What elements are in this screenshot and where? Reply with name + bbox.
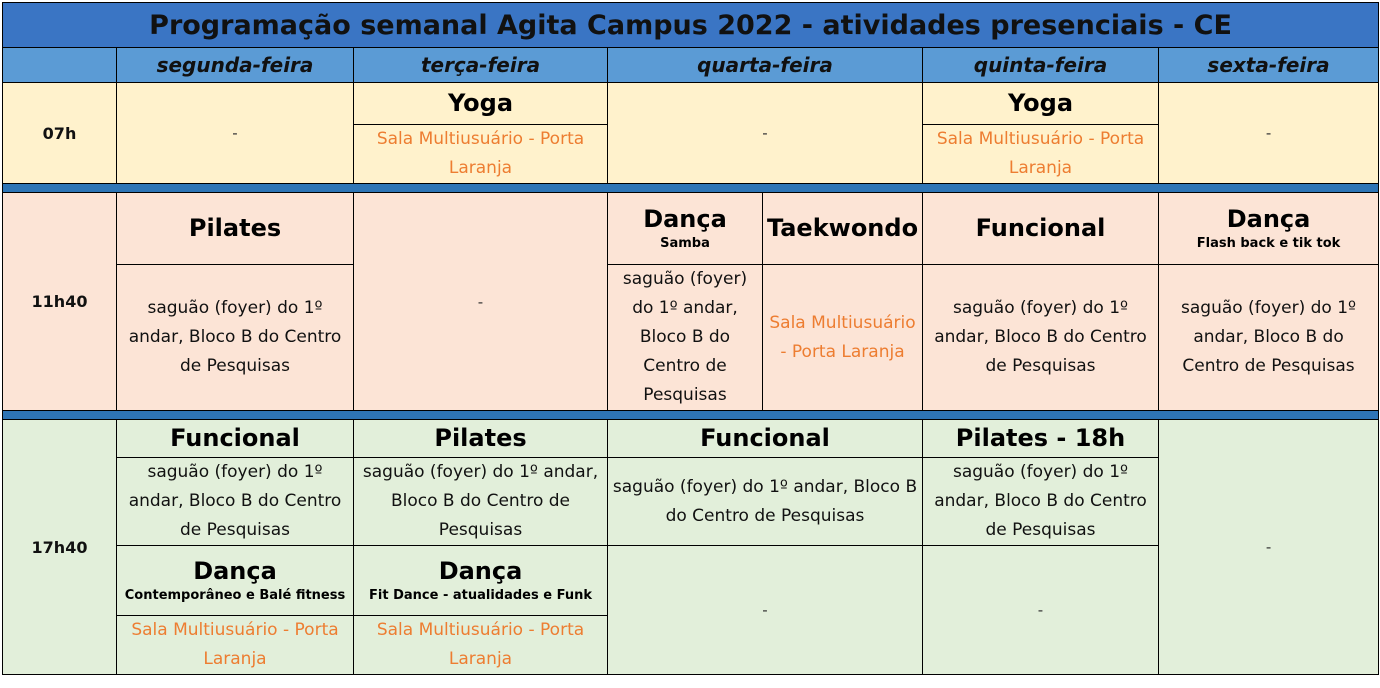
- location-thu-07h: Sala Multiusuário - Porta Laranja: [923, 125, 1159, 184]
- empty-cell: -: [1159, 83, 1379, 184]
- day-header-tuesday: terça-feira: [354, 48, 608, 83]
- location-mon-17h40-a: saguão (foyer) do 1º andar, Bloco B do Centro de Pesquisas: [117, 458, 354, 546]
- empty-cell: -: [117, 83, 354, 184]
- time-slot-11h40: 11h40: [3, 193, 117, 411]
- activity-fri-11h40: [1159, 193, 1379, 265]
- activity-thu-17h40: Pilates - 18h: [923, 420, 1159, 458]
- activity-mon-11h40: Pilates: [117, 193, 354, 265]
- activity-wed-11h40-b: Taekwondo: [763, 193, 923, 265]
- empty-cell: -: [354, 193, 608, 411]
- row-separator: [3, 411, 1379, 420]
- activity-thu-07h: Yoga: [923, 83, 1159, 125]
- activity-mon-17h40-a: Funcional: [117, 420, 354, 458]
- activity-name: Dança: [193, 557, 277, 586]
- location-fri-11h40: saguão (foyer) do 1º andar, Bloco B do Centro de Pesquisas: [1159, 265, 1379, 411]
- activity-wed-17h40: Funcional: [608, 420, 923, 458]
- activity-subtitle: Flash back e tik tok: [1196, 235, 1341, 251]
- activity-tue-17h40-b: [354, 546, 608, 616]
- day-header-wednesday: quarta-feira: [608, 48, 923, 83]
- time-slot-07h: 07h: [3, 83, 117, 184]
- corner-cell: [3, 48, 117, 83]
- activity-subtitle: Contemporâneo e Balé fitness: [124, 587, 346, 603]
- activity-name: Dança: [1226, 205, 1311, 234]
- location-mon-11h40: saguão (foyer) do 1º andar, Bloco B do Centro de Pesquisas: [117, 265, 354, 411]
- location-wed-11h40-b: Sala Multiusuário - Porta Laranja: [763, 265, 923, 411]
- day-header-monday: segunda-feira: [117, 48, 354, 83]
- empty-cell: -: [923, 546, 1159, 675]
- schedule-table: [2, 2, 1379, 675]
- location-mon-17h40-b: Sala Multiusuário - Porta Laranja: [117, 616, 354, 675]
- empty-cell: -: [608, 83, 923, 184]
- activity-name: Dança: [643, 205, 727, 234]
- location-tue-17h40-a: saguão (foyer) do 1º andar, Bloco B do Centro de Pesquisas: [354, 458, 608, 546]
- location-tue-07h: Sala Multiusuário - Porta Laranja: [354, 125, 608, 184]
- location-tue-17h40-b: Sala Multiusuário - Porta Laranja: [354, 616, 608, 675]
- location-wed-11h40-a: saguão (foyer) do 1º andar, Bloco B do Centro de Pesquisas: [608, 265, 763, 411]
- activity-subtitle: Samba: [660, 235, 710, 251]
- activity-wed-11h40-a: [608, 193, 763, 265]
- day-header-friday: sexta-feira: [1159, 48, 1379, 83]
- activity-name: Dança: [438, 557, 523, 586]
- location-wed-17h40: saguão (foyer) do 1º andar, Bloco B do Centro de Pesquisas: [608, 458, 923, 546]
- empty-cell: -: [608, 546, 923, 675]
- activity-mon-17h40-b: [117, 546, 354, 616]
- time-slot-17h40: 17h40: [3, 420, 117, 675]
- location-thu-11h40: saguão (foyer) do 1º andar, Bloco B do Centro de Pesquisas: [923, 265, 1159, 411]
- day-header-thursday: quinta-feira: [923, 48, 1159, 83]
- location-thu-17h40: saguão (foyer) do 1º andar, Bloco B do Centro de Pesquisas: [923, 458, 1159, 546]
- empty-cell: -: [1159, 420, 1379, 675]
- activity-tue-07h: Yoga: [354, 83, 608, 125]
- schedule-title: Programação semanal Agita Campus 2022 - atividades presenciais - CE: [3, 3, 1379, 48]
- activity-thu-11h40: Funcional: [923, 193, 1159, 265]
- row-separator: [3, 184, 1379, 193]
- activity-tue-17h40-a: Pilates: [354, 420, 608, 458]
- activity-subtitle: Fit Dance - atualidades e Funk: [369, 587, 592, 603]
